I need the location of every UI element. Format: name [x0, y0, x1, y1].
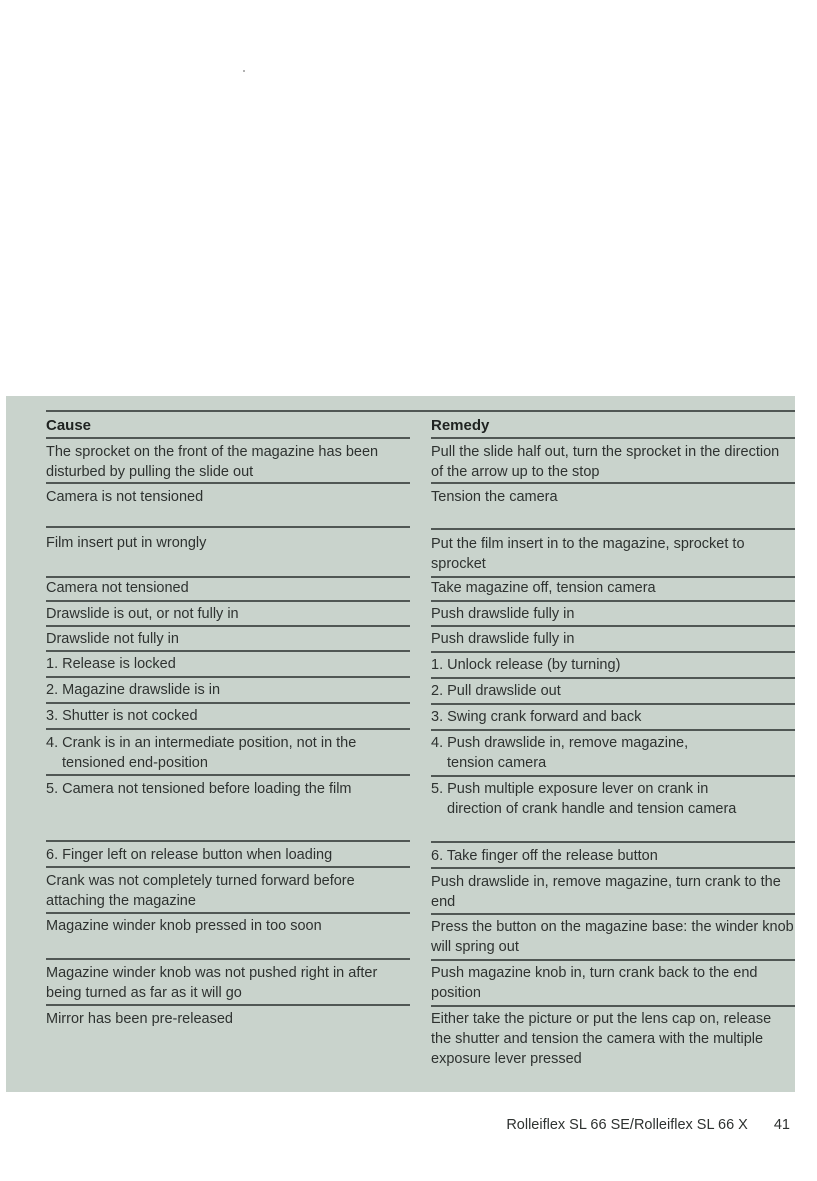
row-rule	[46, 482, 410, 484]
table-row-cause: Drawslide not fully in	[46, 631, 179, 647]
table-row-cause: 6. Finger left on release button when loading	[46, 847, 333, 863]
table-row-remedy: Tension the camera	[431, 489, 558, 505]
row-rule	[431, 482, 795, 484]
table-row-cause: Camera not tensioned	[46, 580, 189, 596]
row-rule	[431, 867, 795, 869]
table-row-cause: 4. Crank is in an intermediate position, not in the tensioned end-position	[46, 735, 357, 771]
table-row-cause: 3. Shutter is not cocked	[46, 708, 198, 724]
page-footer	[470, 1117, 790, 1133]
table-row-remedy: 2. Pull drawslide out	[431, 683, 561, 699]
table-top-rule	[46, 410, 795, 412]
table-row-cause: Mirror has been pre-released	[46, 1011, 233, 1027]
table-row-remedy: 3. Swing crank forward and back	[431, 709, 642, 725]
table-row-cause: Drawslide is out, or not fully in	[46, 606, 239, 622]
table-row-remedy: 5. Push multiple exposure lever on crank in direction of crank handle and tension camera	[431, 781, 737, 817]
table-row-remedy: Push drawslide in, remove magazine, turn crank to the end	[431, 874, 781, 910]
table-row-remedy: Pull the slide half out, turn the sprocket in the direction of the arrow up to the stop	[431, 444, 780, 480]
table-row-remedy: 1. Unlock release (by turning)	[431, 657, 621, 673]
table-row-remedy: Press the button on the magazine base: the winder knob will spring out	[431, 919, 794, 955]
table-row-remedy: Push drawslide fully in	[431, 606, 575, 622]
row-rule	[46, 866, 410, 868]
table-row-remedy: 4. Push drawslide in, remove magazine, tension camera	[431, 735, 689, 771]
row-rule	[46, 526, 410, 528]
column-header-remedy: Remedy	[431, 417, 490, 434]
column-header-cause: Cause	[46, 417, 92, 434]
table-row-cause: 2. Magazine drawslide is in	[46, 682, 221, 698]
table-row-cause: 5. Camera not tensioned before loading the film	[46, 781, 352, 797]
row-rule	[431, 528, 795, 530]
header-rule-left	[46, 437, 410, 439]
row-rule	[46, 840, 410, 842]
row-rule	[46, 774, 410, 776]
table-row-cause: Magazine winder knob pressed in too soon	[46, 918, 322, 934]
manual-title: Rolleiflex SL 66 SE/Rolleiflex SL 66 X	[506, 1117, 748, 1133]
row-rule	[46, 958, 410, 960]
table-row-cause: Film insert put in wrongly	[46, 535, 207, 551]
scan-speck	[243, 70, 245, 72]
table-row-remedy: Put the film insert in to the magazine, sprocket to sprocket	[431, 536, 745, 572]
row-rule	[46, 728, 410, 730]
table-row-remedy: Push magazine knob in, turn crank back to the end position	[431, 965, 758, 1001]
table-row-remedy: Push drawslide fully in	[431, 631, 575, 647]
table-row-cause: 1. Release is locked	[46, 656, 176, 672]
table-row-cause: The sprocket on the front of the magazine has been disturbed by pulling the slide out	[46, 444, 379, 480]
row-rule	[431, 841, 795, 843]
table-row-cause: Crank was not completely turned forward before attaching the magazine	[46, 873, 355, 909]
table-row-remedy: Take magazine off, tension camera	[431, 580, 656, 596]
table-row-remedy: 6. Take finger off the release button	[431, 848, 658, 864]
table-row-cause: Magazine winder knob was not pushed right in after being turned as far as it will go	[46, 965, 378, 1001]
row-rule	[46, 1004, 410, 1006]
table-row-cause: Camera is not tensioned	[46, 489, 204, 505]
page-number: 41	[773, 1117, 790, 1133]
table-row-remedy: Either take the picture or put the lens cap on, release the shutter and tension the camera with the multiple exposure lever pressed	[431, 1011, 772, 1067]
header-rule-right	[431, 437, 795, 439]
